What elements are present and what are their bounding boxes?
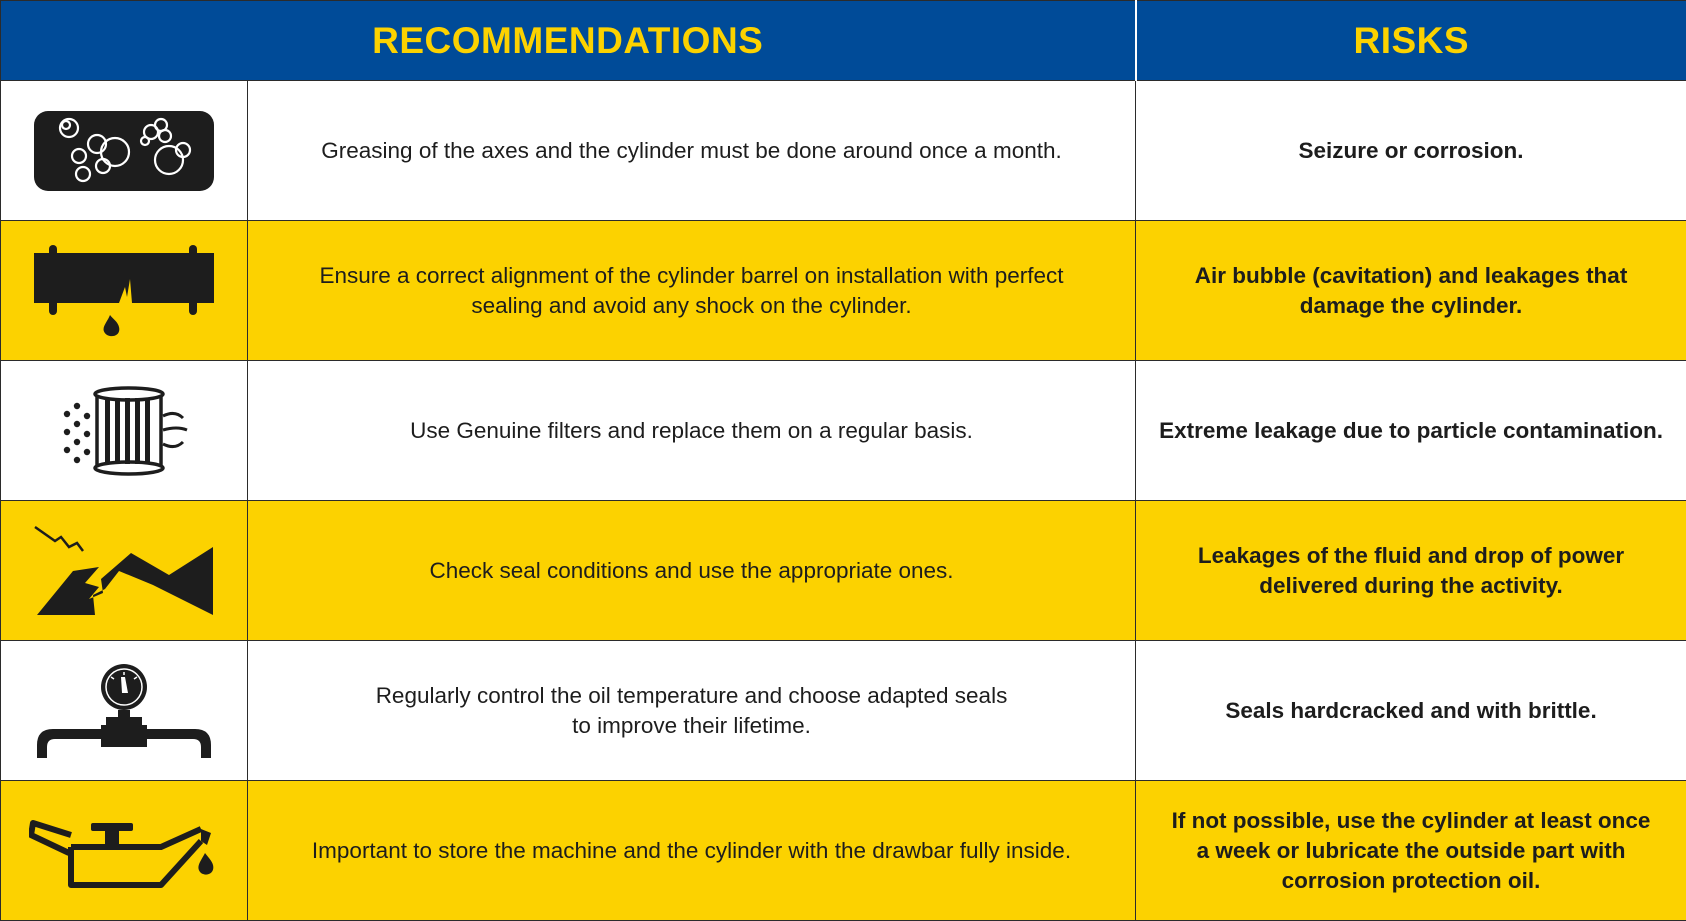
table-row [1,501,1686,641]
header-row [1,1,1686,81]
risk-cell [1136,641,1686,781]
risk-cell [1136,501,1686,641]
recommendation-text: Use Genuine filters and replace them on a regular basis. [410,418,973,443]
recommendation-text-line: Regularly control the oil temperature and choose adapted seals [264,681,1119,711]
recommendation-text: Check seal conditions and use the appropriate ones. [429,558,953,583]
icon-cell [1,81,248,221]
table-row [1,641,1686,781]
risk-text-line: Leakages of the fluid and drop of power [1158,541,1664,571]
oil-can-icon [1,811,247,891]
table-row [1,221,1686,361]
cracked-seal-icon [1,525,247,617]
recommendation-cell [248,641,1136,781]
pressure-gauge-icon [1,663,247,759]
table-row [1,81,1686,221]
risk-cell [1136,81,1686,221]
icon-cell [1,361,248,501]
icon-cell [1,221,248,361]
recommendation-cell [248,501,1136,641]
risk-cell [1136,361,1686,501]
icon-cell [1,781,248,921]
recommendation-cell [248,221,1136,361]
risk-text: Seals hardcracked and with brittle. [1225,698,1596,723]
recommendation-text: Greasing of the axes and the cylinder must be done around once a month. [321,138,1061,163]
risk-cell [1136,221,1686,361]
risk-cell [1136,781,1686,921]
risk-text-line: Air bubble (cavitation) and leakages that [1158,261,1664,291]
risk-text-line: damage the cylinder. [1158,291,1664,321]
recommendation-text-line: to improve their lifetime. [264,711,1119,741]
icon-cell [1,501,248,641]
recommendation-text: Important to store the machine and the cylinder with the drawbar fully inside. [312,838,1071,863]
filter-icon [1,386,247,476]
risk-text: Seizure or corrosion. [1298,138,1523,163]
recommendation-cell [248,361,1136,501]
recommendation-cell [248,781,1136,921]
table-row [1,361,1686,501]
risk-text-line: If not possible, use the cylinder at least once [1158,806,1664,836]
grease-bubbles-icon [1,110,247,192]
recommendation-cell [248,81,1136,221]
icon-cell [1,641,248,781]
risks-header: RISKS [1136,1,1686,81]
risk-text-line: a week or lubricate the outside part with [1158,836,1664,866]
table-row [1,781,1686,921]
leaking-cylinder-icon [1,245,247,337]
risk-text-line: delivered during the activity. [1158,571,1664,601]
recommendations-header: RECOMMENDATIONS [1,1,1136,81]
recommendation-text-line: Ensure a correct alignment of the cylinder barrel on installation with perfect [264,261,1119,291]
risk-text: Extreme leakage due to particle contamination. [1159,418,1663,443]
recommendation-text-line: sealing and avoid any shock on the cylinder. [264,291,1119,321]
risk-text-line: corrosion protection oil. [1158,866,1664,896]
